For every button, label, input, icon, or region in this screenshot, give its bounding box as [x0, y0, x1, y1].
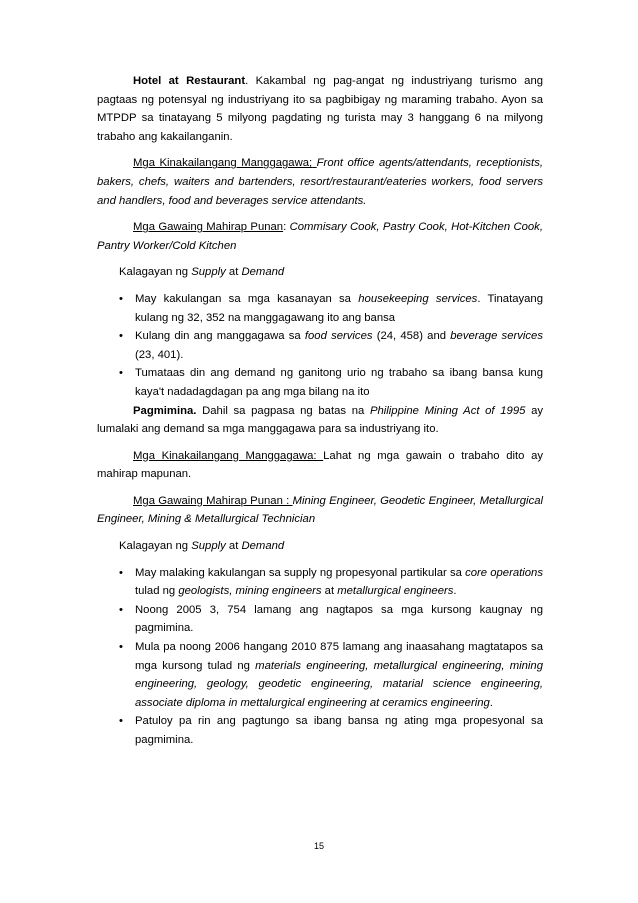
page-number: 15 [313, 841, 324, 851]
page-content [97, 72, 543, 750]
hotel-needed-list: Front office agents/attendants, receptionists, bakers, chefs, waiters and bartenders, resort/restaurant/eateries workers, food servers and handlers, food and beverages service attendants. [97, 157, 543, 207]
list-item: • Tumataas din ang demand ng ganitong urio ng trabaho sa ibang bansa kung kaya't nadadagdagan pa ang mga bilang na ito [123, 364, 543, 401]
list-item: • Patuloy pa rin ang pagtungo sa ibang bansa ng ating mga propesyonal sa pagmimina. [123, 712, 543, 749]
mining-paragraph: Pagmimina. Dahil sa pagpasa ng batas na Philippine Mining Act of 1995 ay lumalaki ang demand sa mga manggagawa para sa industriyang ito. [97, 404, 543, 436]
mining-hard-label: Mga Gawaing Mahirap Punan : [133, 494, 293, 507]
list-item: • Kulang din ang manggagawa sa food services (24, 458) and beverage services (23, 401). [123, 327, 543, 364]
mining-hard-list: Mining Engineer, Geodetic Engineer, Metallurgical Engineer, Mining & Metallurgical Technician [97, 494, 544, 526]
hotel-title: Hotel at Restaurant [133, 75, 246, 87]
list-item: • Mula pa noong 2006 hangang 2010 875 lamang ang inaasahang magtatapos sa mga kursong tulad ng materials engineering, metallurgical engineering, mining engineering, geology, geodetic engineering, matarial science engineering, associate diploma in mettalurgical engineering at ceramics engineering. [123, 638, 543, 712]
hotel-needed-label: Mga Kinakailangang Manggagawa; [133, 157, 313, 170]
hotel-needed-paragraph [97, 154, 543, 210]
list-item: • May malaking kakulangan sa supply ng propesyonal partikular sa core operations tulad ng geologists, mining engineers at metallurgical engineers. [123, 564, 543, 601]
mining-needed-label: Mga Kinakailangang Manggagawa: [133, 449, 324, 462]
hotel-hard-list: Commisary Cook, Pastry Cook, Hot-Kitchen Cook, Pantry Worker/Cold Kitchen [97, 221, 543, 252]
hotel-bullet-list [97, 290, 543, 402]
mining-title: Pagmimina. [133, 404, 197, 417]
list-item: • May kakulangan sa mga kasanayan sa housekeeping services. Tinatayang kulang ng 32, 352 na manggagawang ito ang bansa [123, 290, 543, 327]
mining-needed-paragraph: Mga Kinakailangang Manggagawa: Lahat ng mga gawain o trabaho dito ay mahirap mapunan. [97, 449, 543, 481]
mining-hard-paragraph [97, 492, 543, 529]
list-item: • Noong 2005 3, 754 lamang ang nagtapos sa mga kursong kaugnay ng pagmimina. [123, 601, 543, 638]
hotel-hard-paragraph: Mga Gawaing Mahirap Punan: Commisary Cook, Pastry Cook, Hot-Kitchen Cook, Pantry Worker/Cold Kitchen [97, 221, 543, 252]
mining-bullet-list [97, 564, 543, 750]
mining-kalagayan-heading: Kalagayan ng Supply at Demand [119, 540, 285, 553]
hotel-kalagayan-heading: Kalagayan ng Supply at Demand [119, 266, 285, 279]
hotel-hard-label: Mga Gawaing Mahirap Punan [133, 221, 284, 234]
hotel-paragraph: Hotel at Restaurant. Kakambal ng pag-angat ng industriyang turismo ang pagtaas ng potensyal ng industriyang ito sa pagbibigay ng maraming trabaho. Ayon sa MTPDP sa tinatayang 5 milyong pagdating ng turista may 3 hanggang 6 na milyong trabaho ang kakailanganin. [97, 75, 544, 143]
